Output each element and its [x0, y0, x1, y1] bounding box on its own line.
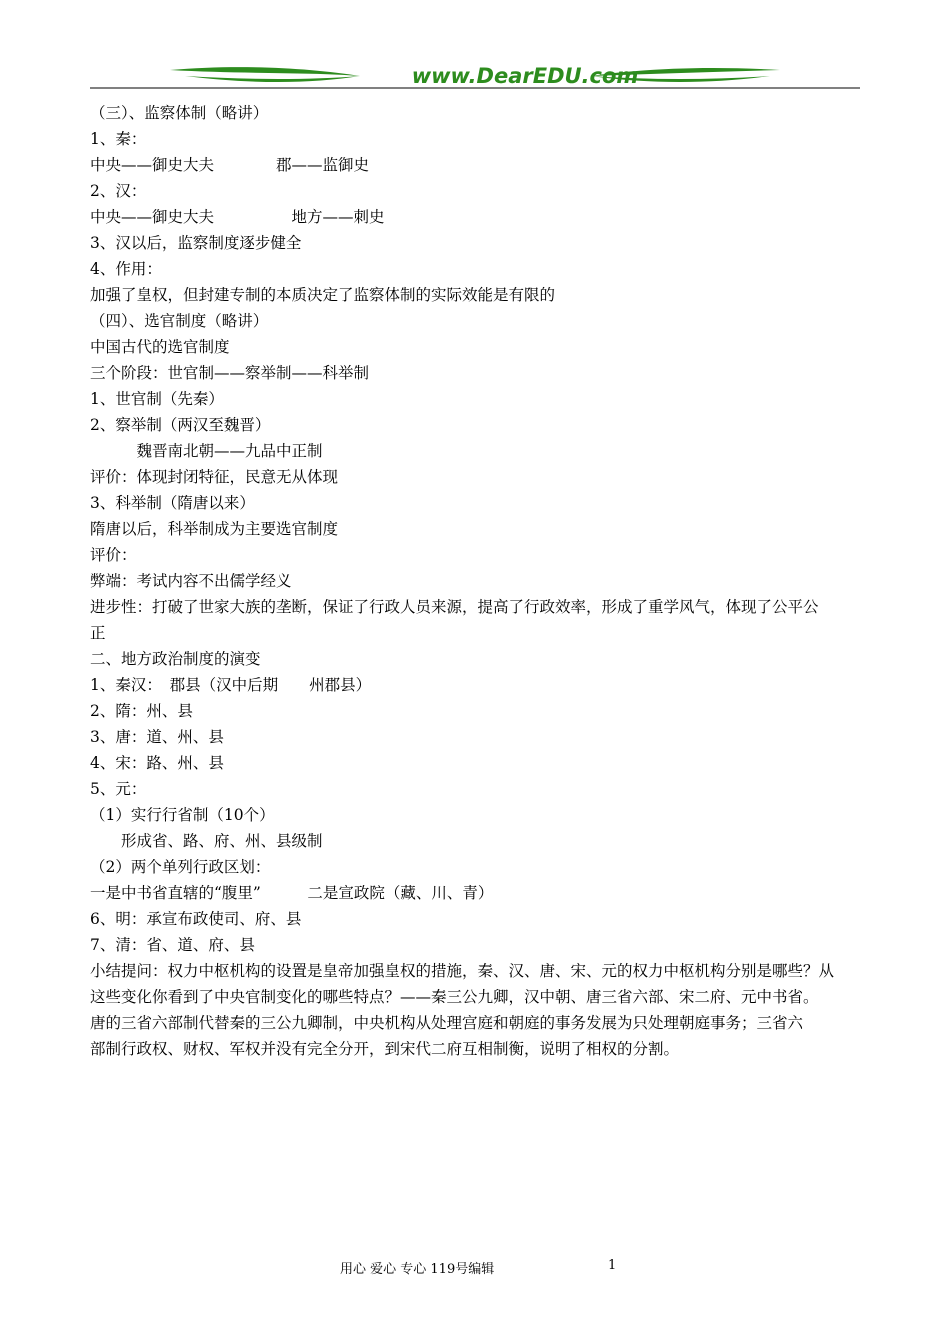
- text-line: 2、察举制（两汉至魏晋）: [90, 416, 271, 434]
- text-line: 中央——御史大夫 郡——监御史: [90, 156, 370, 174]
- page-number: 1: [608, 1258, 617, 1273]
- text-line: 进步性：打破了世家大族的垄断，保证了行政人员来源，提高了行政效率，形成了重学风气，体现了公平公: [90, 598, 819, 616]
- text-line: 加强了皇权，但封建专制的本质决定了监察体制的实际效能是有限的: [90, 286, 556, 304]
- text-line: 1、秦：: [90, 130, 147, 148]
- text-line: 7、清：省、道、府、县: [90, 936, 255, 954]
- text-line: 正: [90, 624, 106, 642]
- text-line: （2）两个单列行政区划：: [90, 858, 271, 876]
- text-line: 4、作用：: [90, 260, 162, 278]
- text-line: 6、明：承宣布政使司、府、县: [90, 910, 302, 928]
- text-line: 评价：体现封闭特征，民意无从体现: [90, 468, 339, 486]
- text-line: 2、汉：: [90, 182, 147, 200]
- page-header: [90, 62, 860, 90]
- text-line: 一是中书省直辖的“腹里” 二是宣政院（藏、川、青）: [90, 884, 494, 902]
- text-line: （四）、选官制度（略讲）: [90, 312, 269, 330]
- text-line: 唐的三省六部制代替秦的三公九卿制，中央机构从处理宫庭和朝庭的事务发展为只处理朝庭事务；三省六: [90, 1014, 804, 1032]
- text-line: 这些变化你看到了中央官制变化的哪些特点？——秦三公九卿，汉中朝、唐三省六部、宋二府、元中书省。: [90, 988, 819, 1006]
- text-line: 二、地方政治制度的演变: [90, 650, 261, 668]
- text-line: 2、隋：州、县: [90, 702, 193, 720]
- text-line: 评价：: [90, 546, 137, 564]
- text-line: 弊端：考试内容不出儒学经义: [90, 572, 292, 590]
- text-line: 小结提问：权力中枢机构的设置是皇帝加强皇权的措施，秦、汉、唐、宋、元的权力中枢机构分别是哪些？从: [90, 962, 835, 980]
- site-logo: www.DearEDU.com: [411, 64, 639, 88]
- text-line: 形成省、路、府、州、县级制: [90, 832, 323, 850]
- text-line: 隋唐以后，科举制成为主要选官制度: [90, 520, 339, 538]
- text-line: 3、唐：道、州、县: [90, 728, 224, 746]
- text-line: （三）、监察体制（略讲）: [90, 104, 269, 122]
- text-line: 4、宋：路、州、县: [90, 754, 224, 772]
- text-line: 3、汉以后，监察制度逐步健全: [90, 234, 302, 252]
- text-line: 中央——御史大夫 地方——刺史: [90, 208, 385, 226]
- text-line: 1、秦汉： 郡县（汉中后期 州郡县）: [90, 676, 372, 694]
- text-line: 魏晋南北朝——九品中正制: [90, 442, 323, 460]
- text-line: 3、科举制（隋唐以来）: [90, 494, 255, 512]
- text-line: 三个阶段：世官制——察举制——科举制: [90, 364, 370, 382]
- text-line: 部制行政权、财权、军权并没有完全分开，到宋代二府互相制衡，说明了相权的分割。: [90, 1040, 680, 1058]
- text-line: 1、世官制（先秦）: [90, 390, 224, 408]
- text-line: 5、元：: [90, 780, 147, 798]
- document-body: [90, 100, 862, 1062]
- text-line: 中国古代的选官制度: [90, 338, 230, 356]
- footer-editor-note: 用心 爱心 专心 119号编辑: [340, 1262, 495, 1277]
- text-line: （1）实行行省制（10个）: [90, 806, 275, 824]
